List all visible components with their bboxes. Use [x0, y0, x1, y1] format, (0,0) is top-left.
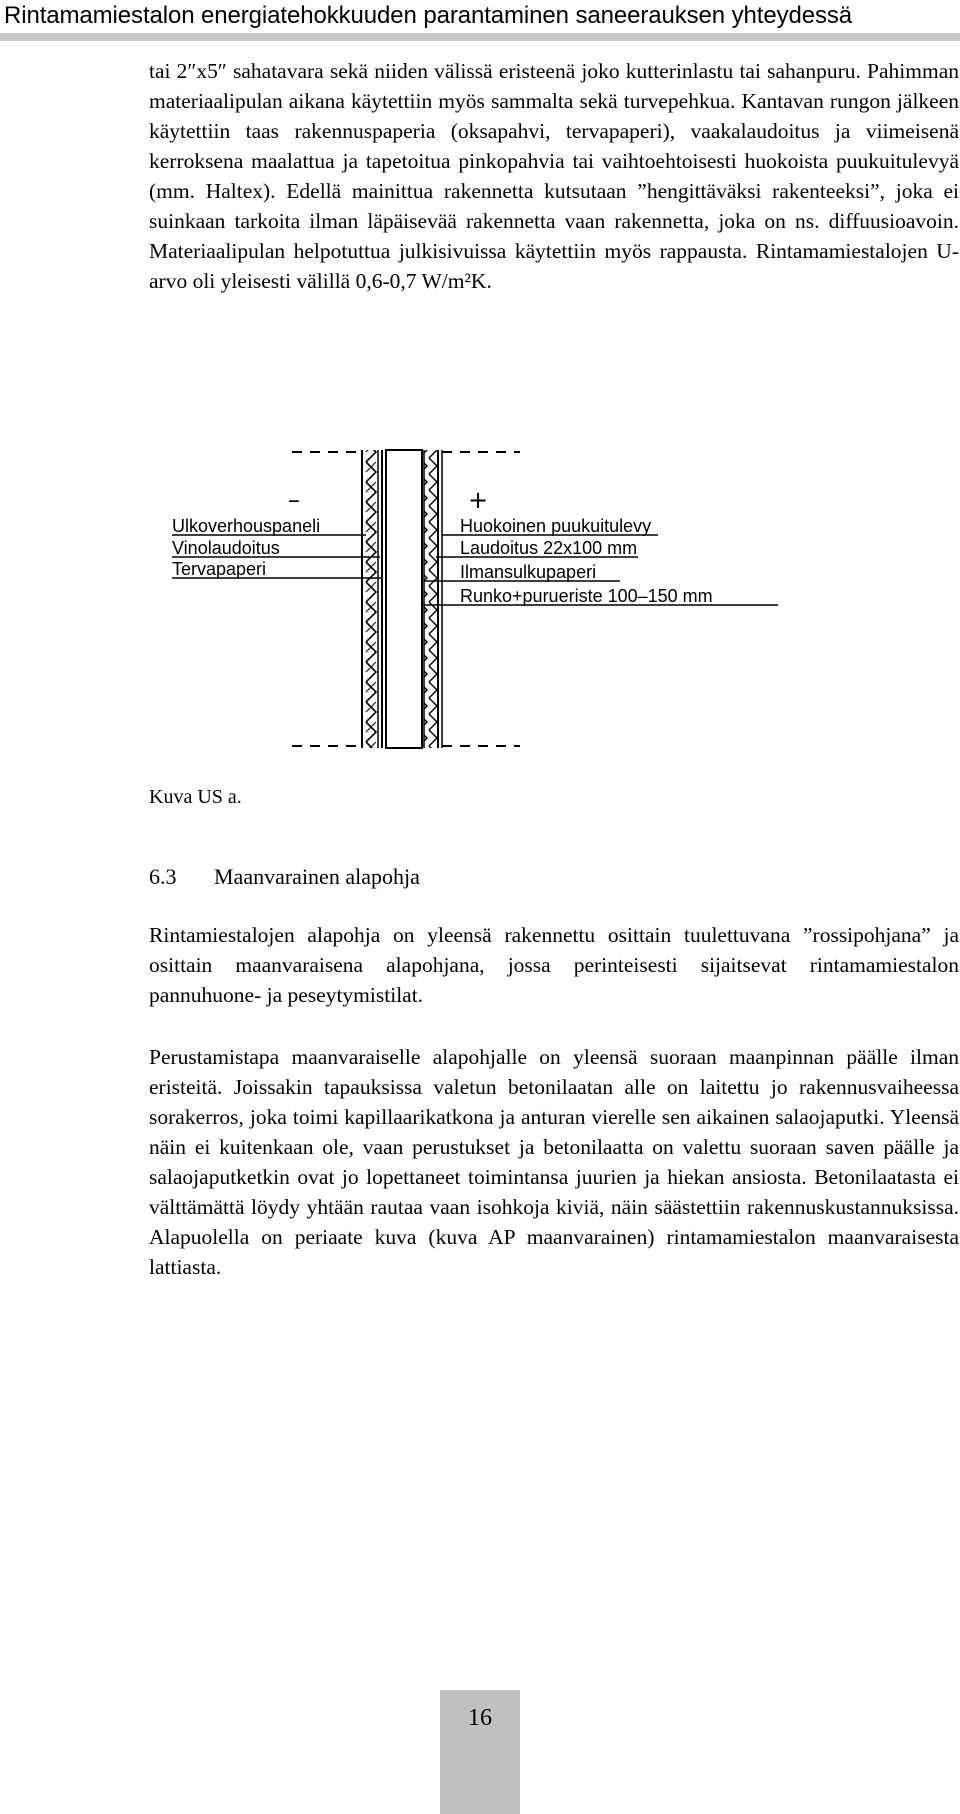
text-line: Materiaalipulan helpotuttua julkisivuissa käytettiin myös rappausta. [149, 239, 748, 263]
label-frame-insulation: Runko+purueriste 100–150 mm [460, 586, 713, 606]
text-line: ”rossipohjana” ja osittain maanvaraisena alapohjana, jossa perinteisesti [149, 923, 960, 977]
text-line: sahanpuru. Pahimman materiaalipulan aikana käytettiin myös sammalta [149, 59, 959, 113]
text-line: sekä turvepehkua. Kantavan rungon jälkeen käytettiin taas [149, 89, 960, 143]
wall-section-diagram [168, 442, 828, 762]
text-line: huokoista puukuitulevyä (mm. Haltex). Edellä mainittua rakennetta [149, 149, 959, 203]
text-line: tai 2″x5″ sahatavara sekä niiden välissä eristeenä joko kutterinlastu tai [149, 59, 761, 83]
paragraph-floor-types [149, 920, 959, 1010]
text-line: laitettu jo rakennusvaiheessa sorakerros, joka toimi kapillaarikatkona ja [149, 1075, 959, 1129]
paragraph-text [149, 56, 959, 296]
figure-caption: Kuva US a. [149, 786, 242, 808]
text-line: Betonilaatasta ei välttämättä löydy yhtään rautaa vaan isohkoja kiviä, näin [149, 1165, 959, 1219]
text-line: kutsutaan ”hengittäväksi rakenteeksi”, joka ei suinkaan tarkoita ilman [149, 179, 959, 233]
text-line: anturan vierelle sen aikainen salaojaputki. Yleensä näin ei kuitenkaan ole, [149, 1105, 960, 1159]
outside-sign: – [288, 486, 300, 514]
running-header [0, 0, 960, 42]
label-air-barrier-paper: Ilmansulkupaperi [460, 562, 597, 582]
section-title: Maanvarainen alapohja [214, 864, 420, 889]
text-line: maanvarainen) rintamamiestalon maanvaraisesta lattiasta. [149, 1225, 959, 1279]
label-diagonal-boarding: Vinolaudoitus [172, 538, 280, 558]
interior-boarding-layer [424, 450, 438, 748]
paragraph-wall-structure [149, 56, 959, 296]
frame-insulation-layer [386, 450, 422, 748]
label-fibreboard: Huokoinen puukuitulevy [460, 516, 652, 536]
section-number: 6.3 [149, 864, 177, 889]
text-line: vaan perustukset ja betonilaatta on valettu suoraan saven päälle ja [362, 1135, 960, 1159]
header-divider [0, 33, 960, 41]
label-tar-paper: Tervapaperi [172, 559, 267, 579]
text-line: sijaitsevat rintamamiestalon pannuhuone- ja peseytymistilat. [149, 953, 959, 1007]
text-line: kerroksena maalattua ja tapetoitua pinkopahvia tai vaihtoehtoisesti [149, 149, 737, 173]
text-line: Rintamamiestalojen U-arvo oli yleisesti välillä 0,6-0,7 W/m²K. [149, 239, 959, 293]
exterior-cladding-layer [362, 450, 378, 748]
text-line: säästettiin rakennuskustannuksissa. Alapuolella on periaate kuva (kuva AP [149, 1195, 959, 1249]
inside-sign: + [468, 486, 489, 514]
paragraph-text [149, 920, 959, 1010]
text-line: salaojaputketkin ovat jo lopettaneet toimintansa juurien ja hiekan ansiosta. [149, 1165, 807, 1189]
paragraph-foundation [149, 1042, 959, 1282]
paragraph-text [149, 1042, 959, 1282]
text-line: Rintamiestalojen alapohja on yleensä rakennettu osittain tuulettuvana [149, 923, 791, 947]
running-header-title: Rintamamiestalon energiatehokkuuden parantaminen saneerauksen yhteydessä [4, 2, 853, 29]
text-line: Perustamistapa maanvaraiselle alapohjalle on yleensä suoraan maanpinnan [149, 1045, 835, 1069]
page-number: 16 [440, 1690, 520, 1814]
label-exterior-cladding: Ulkoverhouspaneli [172, 516, 321, 536]
text-line: läpäisevää rakennetta vaan rakennetta, joka on ns. diffuusioavoin. [367, 209, 960, 233]
label-boarding: Laudoitus 22x100 mm [460, 538, 638, 558]
text-line: päälle ilman eristeitä. Joissakin tapauksissa valetun betonilaatan alle on [149, 1045, 960, 1099]
text-line: rakennuspaperia (oksapahvi, tervapaperi), vaakalaudoitus ja viimeisenä [294, 119, 960, 143]
